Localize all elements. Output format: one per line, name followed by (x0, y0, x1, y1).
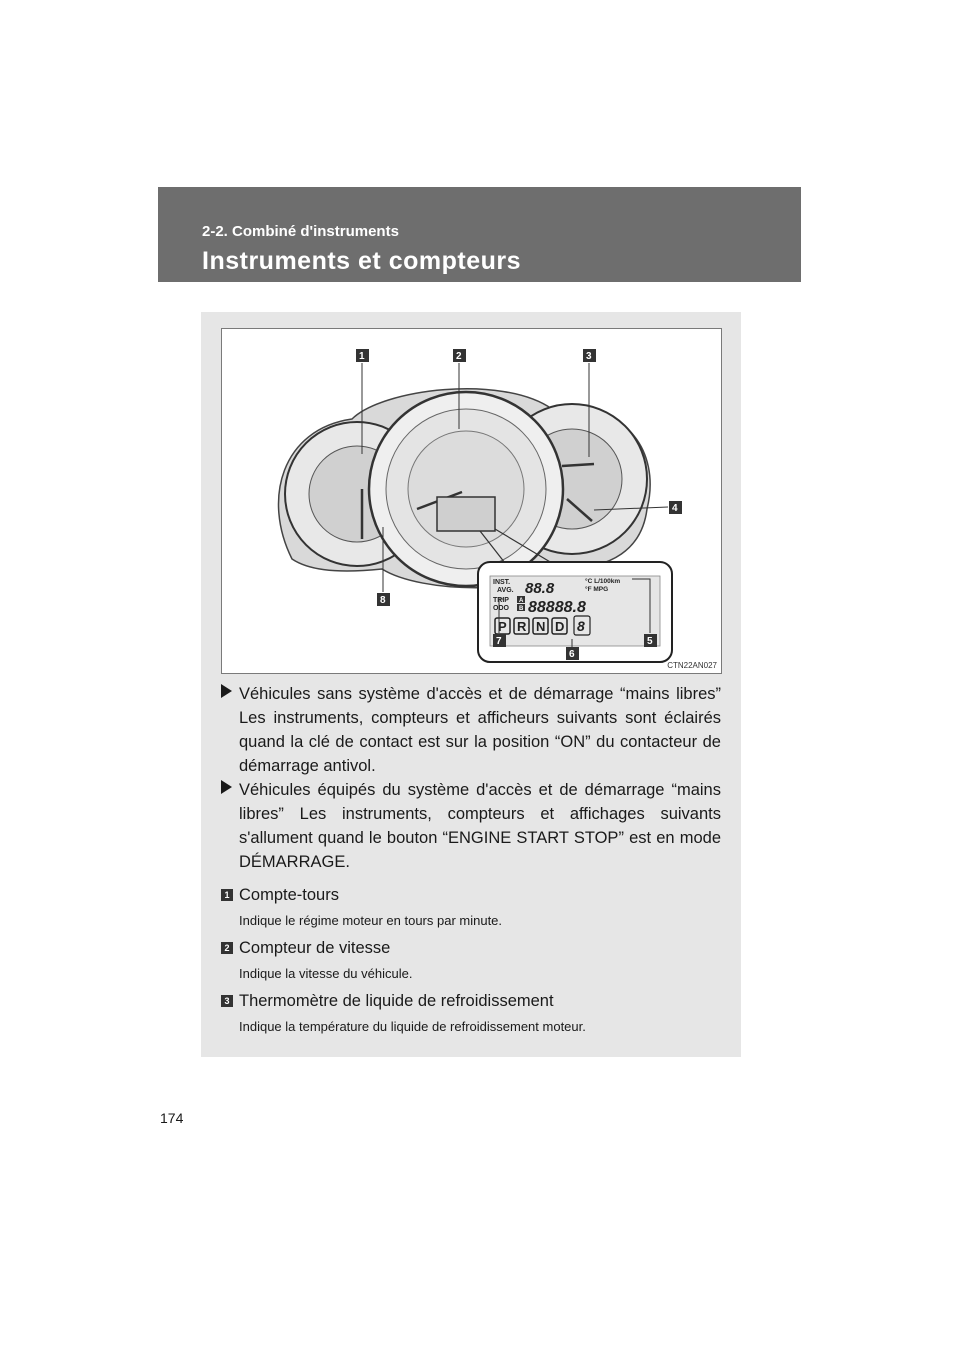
instrument-cluster-figure (221, 328, 722, 674)
svg-text:1: 1 (359, 351, 365, 362)
item-title: Compteur de vitesse (239, 939, 391, 957)
inst-label: INST. (493, 579, 511, 586)
item-title: Thermomètre de liquide de refroidissement (239, 992, 554, 1010)
item-description: Indique la vitesse du véhicule. (239, 966, 413, 981)
odo-label: ODO (493, 605, 509, 612)
item-coolant-thermometer (221, 991, 721, 1036)
bullet-text: Véhicules sans système d'accès et de démarrage “mains libres” Les instruments, compteurs et afficheurs suivants sont éclairés quand la clé de contact est sur la position “ON” du contacteur de démarrage antivol. (239, 685, 721, 775)
svg-text:3: 3 (586, 351, 592, 362)
large-digits: 88888.8 (528, 599, 586, 616)
callout-4 (669, 501, 682, 514)
trip-b-badge: B (519, 606, 524, 612)
bullet-text: Véhicules équipés du système d'accès et de démarrage “mains libres” Les instruments, compteurs et affichages suivants s'allument quand le bouton “ENGINE START STOP” est en mode DÉMARRAGE. (239, 781, 721, 871)
svg-text:7: 7 (496, 636, 502, 647)
svg-text:4: 4 (672, 503, 678, 514)
page-number: 174 (160, 1110, 184, 1126)
item-number-badge: 1 (221, 889, 233, 901)
item-tachometer (221, 885, 721, 930)
item-speedometer (221, 938, 721, 983)
svg-text:8: 8 (380, 595, 386, 606)
trip-a-badge: A (519, 598, 524, 604)
avg-label: AVG. (497, 587, 514, 594)
bullet-with-smart-key (221, 778, 721, 874)
bullet-without-smart-key (221, 682, 721, 778)
gear-r: R (517, 619, 527, 634)
gear-p: P (498, 619, 507, 634)
section-label: 2-2. Combiné d'instruments (202, 223, 399, 240)
svg-text:5: 5 (647, 636, 653, 647)
svg-text:2: 2 (456, 351, 462, 362)
item-title: Compte-tours (239, 886, 339, 904)
gear-digit: 8 (577, 618, 585, 634)
callout-7 (493, 634, 506, 647)
small-digits: 88.8 (525, 580, 555, 597)
figure-code: CTN22AN027 (667, 661, 717, 670)
item-description: Indique la température du liquide de refroidissement moteur. (239, 1019, 586, 1034)
unit-bottom: °F MPG (585, 586, 609, 593)
item-number-badge: 2 (221, 942, 233, 954)
content-box (201, 312, 741, 1057)
header-band (158, 187, 801, 282)
cluster-illustration (222, 329, 722, 674)
unit-top: °C L/100km (585, 578, 621, 585)
callout-2 (453, 349, 466, 362)
item-number-badge: 3 (221, 995, 233, 1007)
page-title: Instruments et compteurs (202, 247, 522, 275)
gear-n: N (536, 619, 546, 634)
trip-label: TRIP (493, 597, 509, 604)
gear-d: D (555, 619, 565, 634)
callout-1 (356, 349, 369, 362)
svg-text:6: 6 (569, 649, 575, 660)
bullet-arrow-icon (221, 780, 232, 794)
multi-info-display (437, 497, 495, 531)
callout-6 (566, 647, 579, 660)
callout-5 (644, 634, 657, 647)
callout-3 (583, 349, 596, 362)
item-description: Indique le régime moteur en tours par minute. (239, 913, 503, 928)
callout-8 (377, 593, 390, 606)
bullet-arrow-icon (221, 684, 232, 698)
